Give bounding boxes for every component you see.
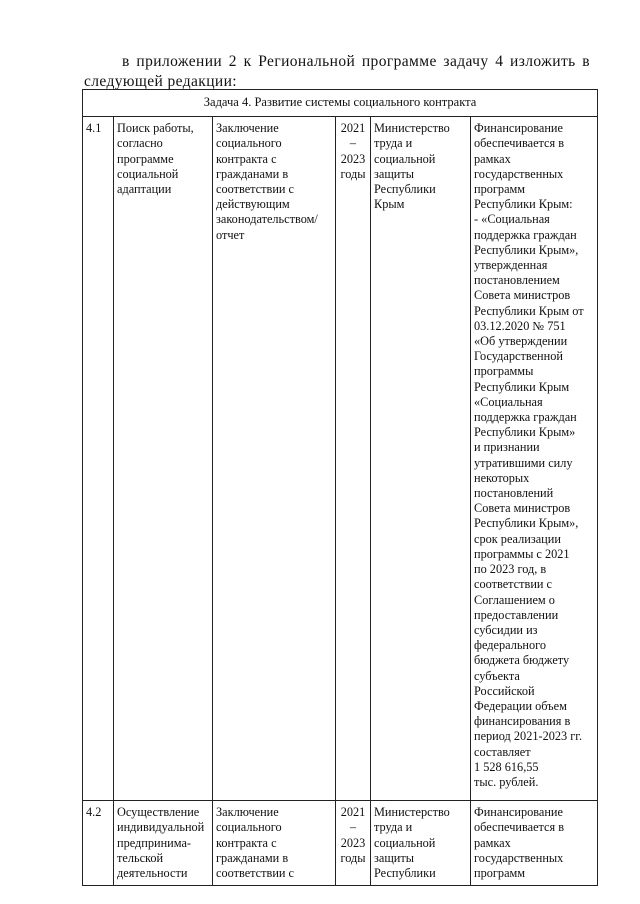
row-number bbox=[83, 801, 114, 886]
result-cell bbox=[213, 117, 336, 801]
financing-text: Финансирование обеспечивается в рамках государственных программ bbox=[474, 805, 565, 881]
intro-paragraph: в приложении 2 к Региональной программе задачу 4 изложить в следующей редакции: bbox=[84, 52, 590, 90]
executor-text: Министерство труда и социальной защиты Республики Крым bbox=[374, 121, 450, 212]
period-text: 2021 – 2023 годы bbox=[340, 121, 366, 181]
period-cell bbox=[336, 117, 371, 801]
period-cell bbox=[336, 801, 371, 886]
row-number-text: 4.2 bbox=[86, 805, 102, 820]
executor-cell bbox=[371, 801, 471, 886]
financing-cell bbox=[471, 117, 598, 801]
task-table bbox=[82, 89, 598, 886]
period-text: 2021 – 2023 годы bbox=[340, 805, 366, 865]
activity-text: Поиск работы, согласно программе социальной адаптации bbox=[117, 121, 194, 197]
result-cell bbox=[213, 801, 336, 886]
activity-cell bbox=[114, 801, 213, 886]
activity-cell bbox=[114, 117, 213, 801]
financing-cell bbox=[471, 801, 598, 886]
table-row bbox=[83, 801, 598, 886]
task-header-row bbox=[83, 90, 598, 117]
activity-text: Осуществление индивидуальной предпринима- тельской деятельности bbox=[117, 805, 205, 881]
result-text: Заключение социального контракта с гражданами в соответствии с действующим законодательством/ отчет bbox=[216, 121, 318, 242]
financing-text: Финансирование обеспечивается в рамках государственных программ Республики Крым: - «Социальная поддержка граждан Республики Крым», утвержденная постановлением Совета министров Республики Крым от 03.12.2020 № 751 «Об утверждении Государственной программы Республики Крым «Социальная поддержка граждан Республики Крым» и признании утратившими силу некоторых постановлений Совета министров Республики Крым», срок реализации программы с 2021 по 2023 год, в соответствии с Соглашением о предоставлении субсидии из федерального бюджета бюджету субъекта Российской Федерации объем финансирования в период 2021-2023 гг. составляет 1 528 616,55 тыс. рублей. bbox=[474, 121, 584, 789]
executor-text: Министерство труда и социальной защиты Республики bbox=[374, 805, 450, 881]
row-number-text: 4.1 bbox=[86, 121, 102, 136]
result-text: Заключение социального контракта с гражданами в соответствии с bbox=[216, 805, 295, 881]
executor-cell bbox=[371, 117, 471, 801]
task-title: Задача 4. Развитие системы социального контракта bbox=[83, 90, 598, 117]
table-row bbox=[83, 117, 598, 801]
row-number bbox=[83, 117, 114, 801]
